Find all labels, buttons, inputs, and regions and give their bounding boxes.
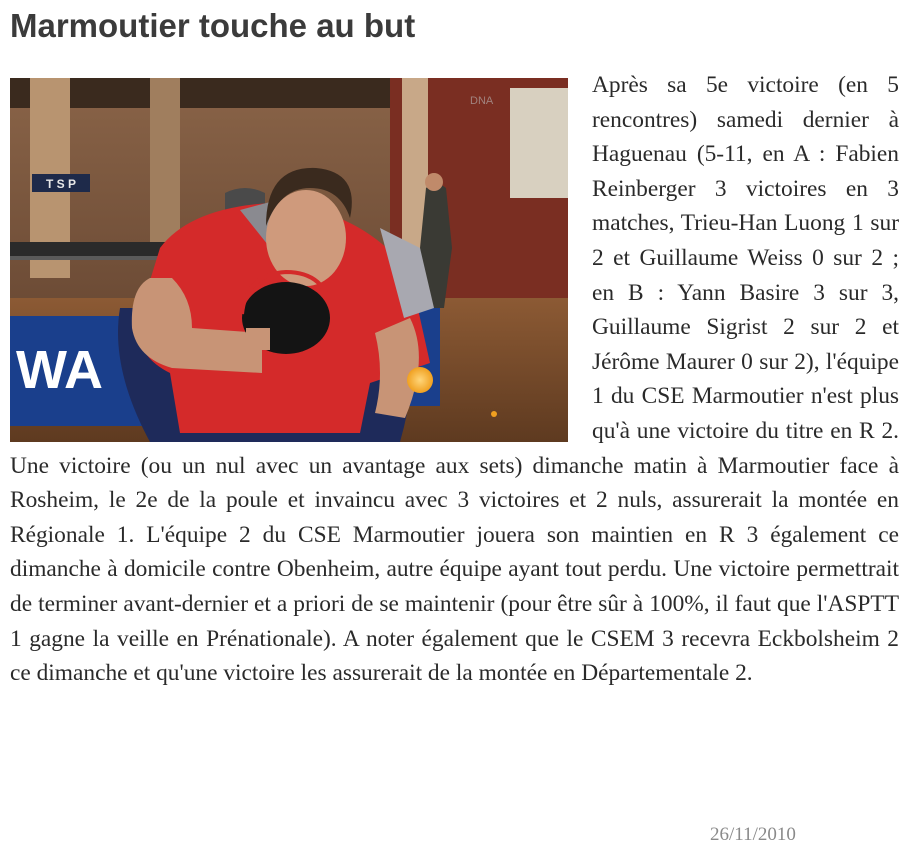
banner-left-text: WA (16, 340, 103, 400)
article-date: 26/11/2010 (710, 824, 796, 845)
article (10, 68, 899, 691)
article-photo (10, 78, 568, 442)
watermark-text: DNA (470, 95, 494, 107)
wall-sign-text: T S P (45, 177, 77, 191)
article-body: Après sa 5e victoire (en 5 rencontres) samedi dernier à Haguenau (5-11, en A : Fabien Reinberger 3 victoires en 3 matches, Trieu-Han Luong 1 sur 2 et Guillaume Weiss 0 sur 2 ; en B : Yann Basire 3 sur 3, Guillaume Sigrist 2 sur 2 et Jérôme Maurer 0 sur 2), l'équipe 1 du CSE Marmoutier n'est plus qu'à une victoire du titre en R 2. Une victoire (ou un nul avec un avantage aux sets) dimanche matin à Marmoutier face à Rosheim, le 2e de la poule et invaincu avec 3 victoires et 2 nuls, assurerait la montée en Régionale 1. L'équipe 2 du CSE Marmoutier jouera son maintien en R 3 également ce dimanche à domicile contre Obenheim, autre équipe ayant tout perdu. Une victoire permettrait de terminer avant-dernier et a priori de se maintenir (pour être sûr à 100%, il faut que l'ASPTT 1 gagne la veille en Prénationale). A noter également que le CSEM 3 recevra Eckbolsheim 2 ce dimanche et qu'une victoire les assurerait de la montée en Départementale 2. (10, 72, 899, 687)
article-title: Marmoutier touche au but (10, 7, 416, 44)
ping-pong-ball (407, 367, 433, 393)
